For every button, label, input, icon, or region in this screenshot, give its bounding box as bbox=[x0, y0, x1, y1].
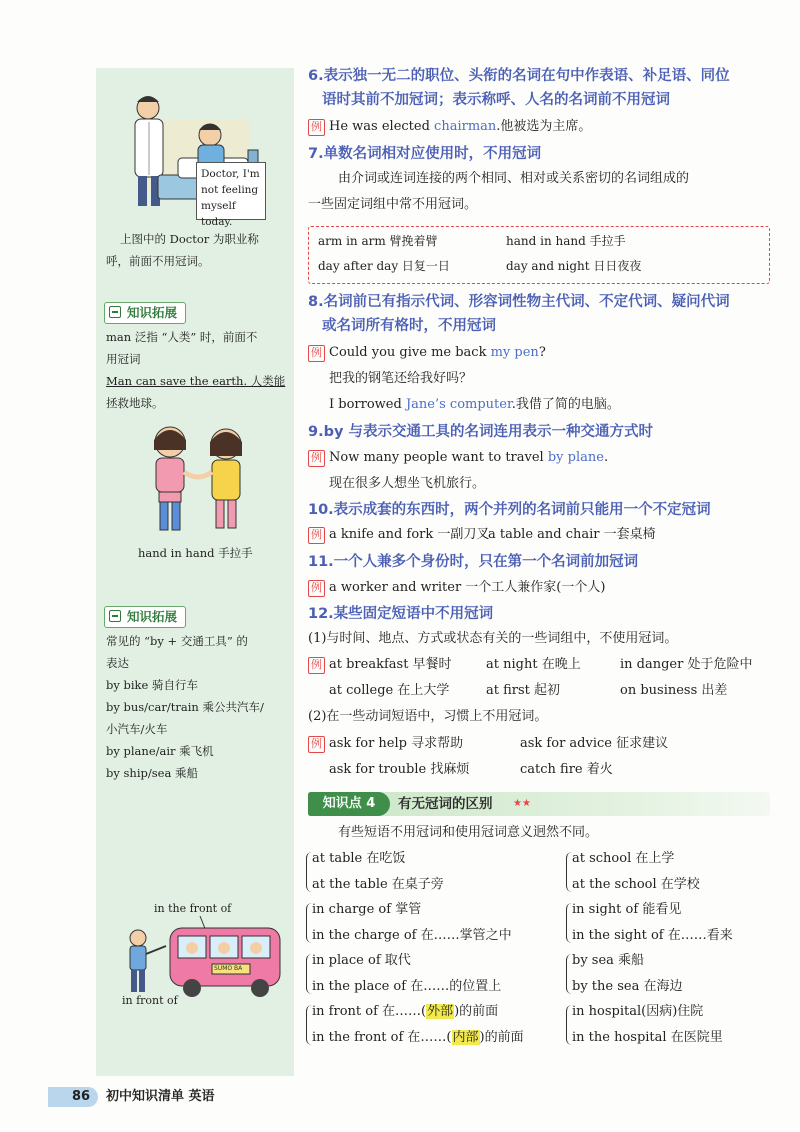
phrase-pair-item: at table 在吃饭 bbox=[312, 851, 406, 866]
example-phrase: catch fire 着火 bbox=[520, 762, 613, 777]
speech-bubble bbox=[196, 162, 266, 228]
bus-label-top: in the front of bbox=[154, 902, 232, 915]
rule-12-heading: 12.某些固定短语中不用冠词 bbox=[308, 606, 494, 622]
example-icon: 例 bbox=[308, 736, 325, 753]
example-sentence: I borrowed Jane’s computer.我借了简的电脑。 bbox=[329, 397, 620, 412]
example-phrase: a worker and writer 一个工人兼作家(一个人) bbox=[329, 580, 606, 595]
example-sentence: Now many people want to travel by plane. bbox=[329, 450, 609, 465]
example-icon: 例 bbox=[308, 527, 325, 544]
difficulty-stars-icon: ★★ bbox=[513, 798, 531, 809]
example-icon: 例 bbox=[308, 345, 325, 362]
knowledge-point-intro: 有些短语不用冠词和使用冠词意义迥然不同。 bbox=[338, 825, 599, 840]
rule-10-heading: 10.表示成套的东西时，两个并列的名词前只能用一个不定冠词 bbox=[308, 502, 711, 518]
knowledge-point-title: 有无冠词的区别 bbox=[398, 796, 493, 812]
bubble-line: Doctor, I'm bbox=[201, 168, 260, 180]
rule-7-text-cont: 一些固定词组中常不用冠词。 bbox=[308, 197, 478, 212]
example-sentence: Could you give me back my pen? bbox=[329, 345, 546, 360]
phrase-item: day after day 日复一日 bbox=[318, 259, 450, 273]
phrase-item: day and night 日日夜夜 bbox=[506, 259, 642, 273]
sidebar-note-man: man 泛指 “人类” 时，前面不 用冠词 Man can save the earth. 人类能 拯救地球。 bbox=[106, 330, 286, 410]
rule-12-sub-1: (1)与时间、地点、方式或状态有关的一些词组中，不使用冠词。 bbox=[308, 631, 678, 646]
children-hand-in-hand-illustration bbox=[132, 420, 264, 538]
phrase-item: hand in hand 手拉手 bbox=[506, 234, 626, 248]
phrase-pair-item: in sight of 能看见 bbox=[572, 902, 682, 917]
rule-8-heading-cont: 或名词所有格时，不用冠词 bbox=[322, 318, 496, 334]
sidebar-note-transport: 常见的 “by + 交通工具” 的 表达 by bike 骑自行车 by bus/car/train 乘公共汽车/ 小汽车/火车 by plane/air 乘飞机 by ship/sea 乘船 bbox=[106, 634, 264, 780]
example-phrase: at college 在上大学 bbox=[329, 683, 450, 698]
phrase-pair-item: at the school 在学校 bbox=[572, 877, 700, 892]
book-title: 初中知识清单 英语 bbox=[106, 1089, 215, 1104]
knowledge-extension-tag: 知识拓展 bbox=[104, 302, 186, 324]
example-icon: 例 bbox=[308, 580, 325, 597]
example-phrase: a knife and fork 一副刀叉 bbox=[329, 527, 490, 542]
bubble-line: not feeling bbox=[201, 184, 259, 196]
page-number: 86 bbox=[72, 1089, 91, 1104]
rule-6-heading: 6.表示独一无二的职位、头衔的名词在句中作表语、补足语、同位 bbox=[308, 68, 730, 84]
phrase-pair-item: in the place of 在……的位置上 bbox=[312, 979, 502, 994]
example-phrase: a table and chair 一套桌椅 bbox=[488, 527, 656, 542]
phrase-pair-item: by the sea 在海边 bbox=[572, 979, 683, 994]
bus-illustration bbox=[116, 916, 294, 1000]
rule-7-text: 由介词或连词连接的两个相同、相对或关系密切的名词组成的 bbox=[338, 171, 690, 186]
phrase-pair-item: in place of 取代 bbox=[312, 953, 411, 968]
rule-7-heading: 7.单数名词相对应使用时，不用冠词 bbox=[308, 146, 542, 162]
sidebar-caption-doctor: 上图中的 Doctor 为职业称 呼，前面不用冠词。 bbox=[106, 232, 259, 268]
knowledge-point-badge: 知识点 4 bbox=[308, 792, 390, 816]
rule-11-heading: 11.一个人兼多个身份时，只在第一个名词前加冠词 bbox=[308, 554, 639, 570]
phrase-item: arm in arm 臂挽着臂 bbox=[318, 234, 438, 248]
rule-8-heading: 8.名词前已有指示代词、形容词性物主代词、不定代词、疑问代词 bbox=[308, 294, 730, 310]
phrase-pair-item: in the front of 在……(内部)的前面 bbox=[312, 1030, 524, 1045]
phrase-pair-item: in front of 在……(外部)的前面 bbox=[312, 1004, 499, 1019]
rule-12-sub-2: (2)在一些动词短语中，习惯上不用冠词。 bbox=[308, 709, 548, 724]
example-sentence: He was elected chairman.他被选为主席。 bbox=[329, 119, 592, 134]
example-icon: 例 bbox=[308, 657, 325, 674]
phrase-pair-item: at school 在上学 bbox=[572, 851, 675, 866]
example-phrase: at breakfast 早餐时 bbox=[329, 657, 452, 672]
sidebar-caption-hand-in-hand: hand in hand 手拉手 bbox=[138, 546, 253, 560]
example-phrase: on business 出差 bbox=[620, 683, 728, 698]
phrase-pair-item: in hospital(因病)住院 bbox=[572, 1004, 704, 1019]
rule-6-heading-cont: 语时其前不加冠词；表示称呼、人名的名词前不用冠词 bbox=[322, 92, 670, 108]
phrase-pair-item: in the hospital 在医院里 bbox=[572, 1030, 723, 1045]
example-phrase: ask for trouble 找麻烦 bbox=[329, 762, 470, 777]
example-phrase: ask for help 寻求帮助 bbox=[329, 736, 464, 751]
bus-label-bottom: in front of bbox=[122, 994, 178, 1007]
phrase-pair-item: in the sight of 在……看来 bbox=[572, 928, 733, 943]
bubble-line: myself today. bbox=[201, 200, 236, 228]
note-icon bbox=[109, 306, 121, 318]
phrase-pair-item: in the charge of 在……掌管之中 bbox=[312, 928, 512, 943]
example-icon: 例 bbox=[308, 119, 325, 136]
phrase-pair-item: at the table 在桌子旁 bbox=[312, 877, 444, 892]
example-icon: 例 bbox=[308, 450, 325, 467]
example-phrase: at night 在晚上 bbox=[486, 657, 581, 672]
example-translation: 把我的钢笔还给我好吗？ bbox=[329, 371, 473, 386]
example-phrase: at first 起初 bbox=[486, 683, 561, 698]
bus-plate: SUMO BA bbox=[214, 965, 243, 972]
example-translation: 现在很多人想坐飞机旅行。 bbox=[329, 476, 486, 491]
example-phrase: in danger 处于危险中 bbox=[620, 657, 753, 672]
knowledge-extension-tag: 知识拓展 bbox=[104, 606, 186, 628]
phrase-pair-item: by sea 乘船 bbox=[572, 953, 645, 968]
phrase-pair-item: in charge of 掌管 bbox=[312, 902, 422, 917]
example-phrase: ask for advice 征求建议 bbox=[520, 736, 669, 751]
rule-9-heading: 9.by 与表示交通工具的名词连用表示一种交通方式时 bbox=[308, 424, 653, 440]
note-icon bbox=[109, 610, 121, 622]
